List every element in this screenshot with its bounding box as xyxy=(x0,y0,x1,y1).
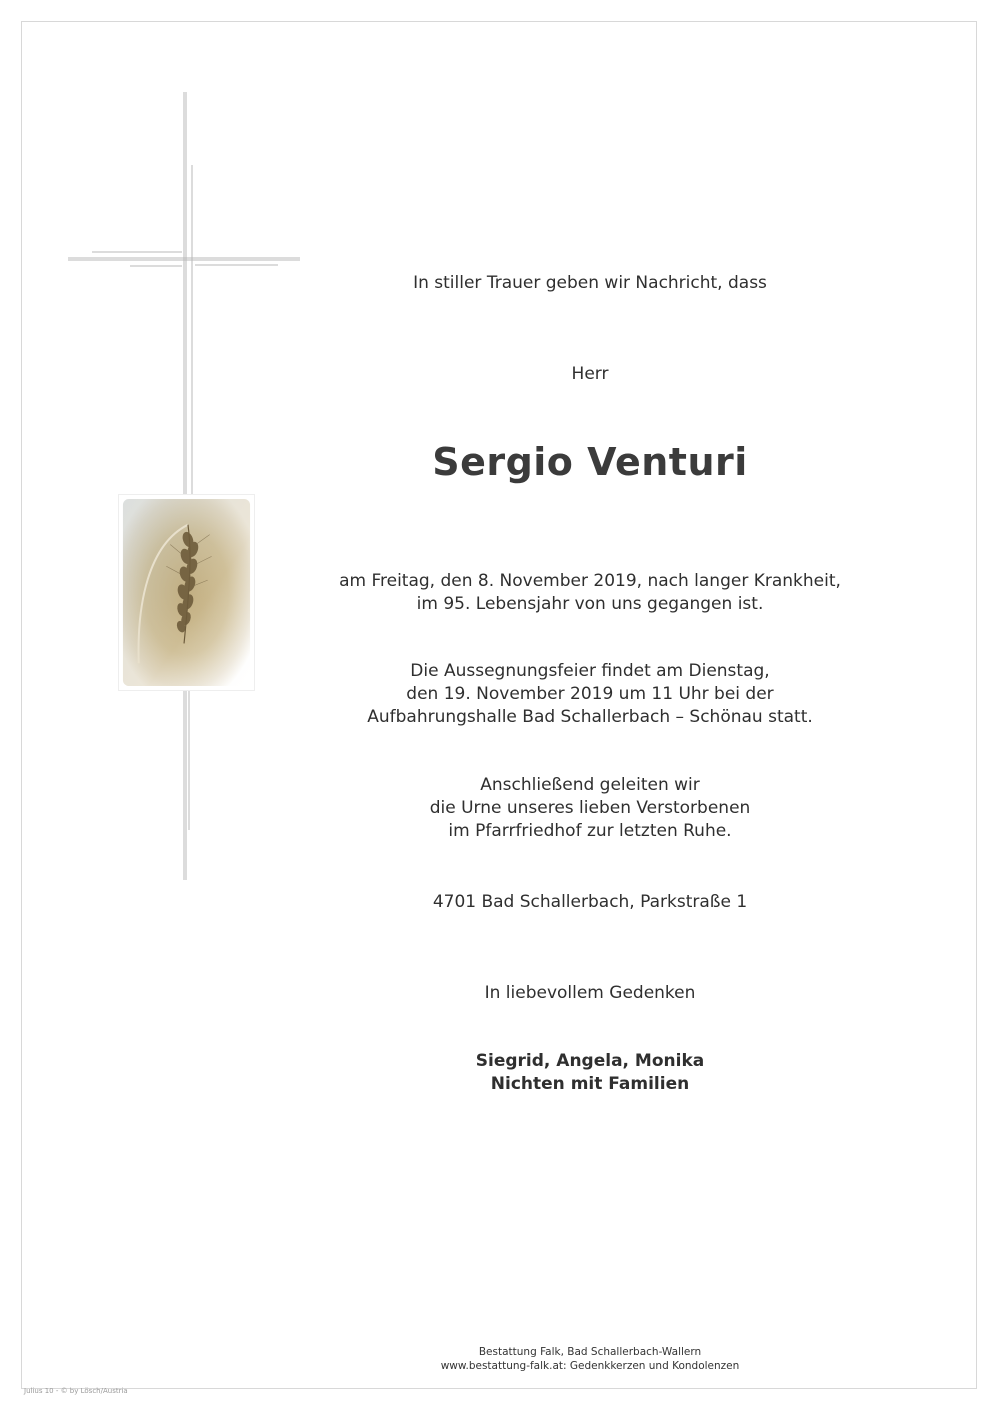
address: 4701 Bad Schallerbach, Parkstraße 1 xyxy=(432,892,748,912)
remembrance-text: In liebevollem Gedenken xyxy=(484,983,696,1003)
mourners-line-2: Nichten mit Familien xyxy=(490,1074,690,1094)
footer-website: www.bestattung-falk.at: Gedenkkerzen und Kondolenzen xyxy=(440,1360,740,1372)
mourners-line-1: Siegrid, Angela, Monika xyxy=(475,1051,705,1071)
death-line-2: im 95. Lebensjahr von uns gegangen ist. xyxy=(416,594,764,614)
burial-line-3: im Pfarrfriedhof zur letzten Ruhe. xyxy=(448,821,732,841)
salutation: Herr xyxy=(571,364,609,384)
death-line-1: am Freitag, den 8. November 2019, nach langer Krankheit, xyxy=(339,571,841,591)
ceremony-line-2: den 19. November 2019 um 11 Uhr bei der xyxy=(406,684,774,704)
ceremony-line-3: Aufbahrungshalle Bad Schallerbach – Schönau statt. xyxy=(367,707,813,727)
wheat-ear-photo xyxy=(118,494,255,691)
ceremony-line-1: Die Aussegnungsfeier findet am Dienstag, xyxy=(410,661,770,681)
footer-funeral-home: Bestattung Falk, Bad Schallerbach-Wallern xyxy=(478,1346,702,1358)
intro-text: In stiller Trauer geben wir Nachricht, dass xyxy=(413,273,767,293)
deceased-name: Sergio Venturi xyxy=(432,440,748,484)
burial-line-1: Anschließend geleiten wir xyxy=(480,775,700,795)
template-credit: Julius 10 - © by Lösch/Austria xyxy=(24,1387,128,1395)
burial-line-2: die Urne unseres lieben Verstorbenen xyxy=(429,798,751,818)
